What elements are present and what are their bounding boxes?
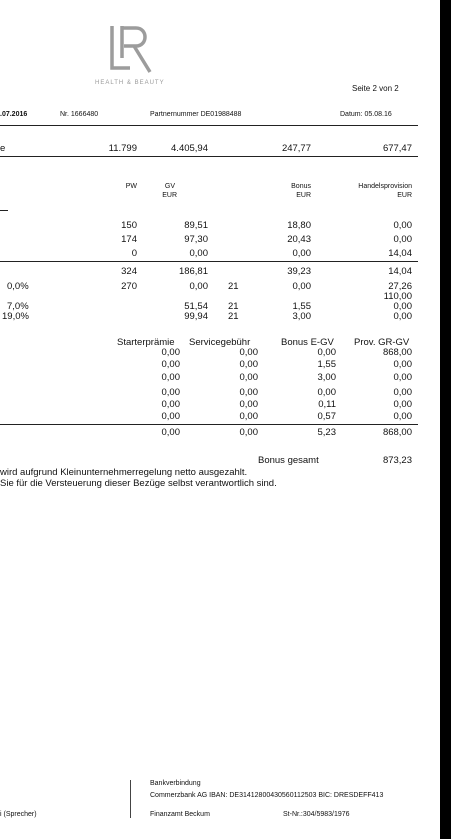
tax2-hp: 0,00 <box>393 301 412 312</box>
tax3-n: 21 <box>228 311 239 322</box>
col-pw: PW <box>125 183 137 190</box>
tax2-gv: 51,54 <box>184 301 208 312</box>
row3-hp: 14,04 <box>388 248 412 259</box>
note-line-2: Sie für die Versteuerung dieser Bezüge selbst verantwortlich sind. <box>0 478 277 489</box>
tax3-bonus: 3,00 <box>292 311 311 322</box>
tax3-pct: 19,0% <box>2 311 29 322</box>
row1-bonus: 18,80 <box>287 220 311 231</box>
page-number: Seite 2 von 2 <box>352 84 399 93</box>
summary-gv: 4.405,94 <box>171 143 208 154</box>
bt-row4-prov-grgv: 0,00 <box>393 387 412 398</box>
bt-row2-service: 0,00 <box>239 359 258 370</box>
total-pw: 324 <box>121 266 137 277</box>
page-edge <box>440 0 451 839</box>
row3-bonus: 0,00 <box>292 248 311 259</box>
row3-gv: 0,00 <box>189 248 208 259</box>
period: .07.2016 <box>0 111 28 118</box>
tax1-bonus: 0,00 <box>292 281 311 292</box>
bank-details: Commerzbank AG IBAN: DE31412800430560112503 BIC: DRESDEFF413 <box>150 792 384 799</box>
total-gv: 186,81 <box>178 266 208 277</box>
col-handelsprovision: Handelsprovision <box>358 183 412 190</box>
row2-gv: 97,30 <box>184 234 208 245</box>
summary-bonus: 247,77 <box>281 143 311 154</box>
tax2-bonus: 1,55 <box>292 301 311 312</box>
summary-label: e <box>0 143 6 154</box>
tax2-n: 21 <box>228 301 239 312</box>
bonus-total-value: 873,23 <box>382 455 412 466</box>
row1-pw: 150 <box>121 220 137 231</box>
note-line-1: wird aufgrund Kleinunternehmerregelung netto ausgezahlt. <box>0 467 248 478</box>
summary-rule <box>0 156 418 157</box>
bt-row6-bonus-egv: 0,57 <box>317 411 336 422</box>
bt-row1-bonus-egv: 0,00 <box>317 347 336 358</box>
logo-tagline: HEALTH & BEAUTY <box>95 80 165 86</box>
row1-gv: 89,51 <box>184 220 208 231</box>
bonus-table-rule <box>0 424 418 425</box>
bt-total-starter: 0,00 <box>161 427 180 438</box>
bt-row5-bonus-egv: 0,11 <box>318 399 336 410</box>
bt-total-prov-grgv: 868,00 <box>382 427 412 438</box>
row2-pw: 174 <box>121 234 137 245</box>
tax1-gv: 0,00 <box>189 281 208 292</box>
bt-row4-starter: 0,00 <box>161 387 180 398</box>
speaker-label: i (Sprecher) <box>0 811 37 818</box>
bt-row6-prov-grgv: 0,00 <box>393 411 412 422</box>
row2-hp: 0,00 <box>393 234 412 245</box>
bt-row2-prov-grgv: 0,00 <box>393 359 412 370</box>
tax3-hp: 0,00 <box>393 311 412 322</box>
rows-rule <box>0 261 418 262</box>
tax1-pct: 0,0% <box>7 281 29 292</box>
col-hp-unit: EUR <box>397 192 412 199</box>
bt-row6-starter: 0,00 <box>161 411 180 422</box>
tax1-hp2: 110,00 <box>383 291 412 302</box>
bt-row5-starter: 0,00 <box>161 399 180 410</box>
col-bonus-unit: EUR <box>296 192 311 199</box>
bonus-total-label: Bonus gesamt <box>258 455 319 466</box>
header-stub-rule <box>0 210 8 211</box>
footer-divider <box>130 780 131 818</box>
bank-title: Bankverbindung <box>150 780 201 787</box>
bt-row5-service: 0,00 <box>239 399 258 410</box>
bt-row3-service: 0,00 <box>239 372 258 383</box>
summary-pw: 11.799 <box>108 143 137 154</box>
col-gv: GV <box>164 183 175 190</box>
total-bonus: 39,23 <box>287 266 311 277</box>
document-date: Datum: 05.08.16 <box>340 111 392 118</box>
row1-hp: 0,00 <box>393 220 412 231</box>
bt-header-bonus-egv: Bonus E-GV <box>281 337 334 348</box>
header-rule <box>0 125 418 126</box>
bt-header-prov-grgv: Prov. GR-GV <box>354 337 410 348</box>
tax1-n: 21 <box>228 281 239 292</box>
tax2-pct: 7,0% <box>7 301 29 312</box>
bt-row3-prov-grgv: 0,00 <box>393 372 412 383</box>
bt-row1-service: 0,00 <box>239 347 258 358</box>
bt-row5-prov-grgv: 0,00 <box>393 399 412 410</box>
bt-row3-bonus-egv: 3,00 <box>317 372 336 383</box>
tax3-gv: 99,94 <box>184 311 208 322</box>
tax-office: Finanzamt Beckum <box>150 811 210 818</box>
bt-total-bonus-egv: 5,23 <box>317 427 336 438</box>
bt-row4-bonus-egv: 0,00 <box>317 387 336 398</box>
col-gv-unit: EUR <box>162 192 177 199</box>
tax1-hp: 27,26 <box>388 281 412 292</box>
row2-bonus: 20,43 <box>287 234 311 245</box>
member-number: Nr. 1666480 <box>60 111 99 118</box>
bt-row2-bonus-egv: 1,55 <box>317 359 336 370</box>
summary-hp: 677,47 <box>382 143 412 154</box>
partner-number: Partnernummer DE01988488 <box>150 111 242 118</box>
bt-row1-prov-grgv: 868,00 <box>382 347 412 358</box>
bt-header-service: Servicegebühr <box>189 337 251 348</box>
lr-logo <box>108 24 154 74</box>
row3-pw: 0 <box>131 248 137 259</box>
total-hp: 14,04 <box>388 266 412 277</box>
bt-row1-starter: 0,00 <box>161 347 180 358</box>
bt-row2-starter: 0,00 <box>161 359 180 370</box>
bt-row6-service: 0,00 <box>239 411 258 422</box>
bt-row4-service: 0,00 <box>239 387 258 398</box>
bt-row3-starter: 0,00 <box>161 372 180 383</box>
bt-total-service: 0,00 <box>239 427 258 438</box>
tax1-pw: 270 <box>121 281 137 292</box>
bt-header-starter: Starterprämie <box>117 337 175 348</box>
col-bonus: Bonus <box>291 183 311 190</box>
tax-number: St-Nr.:304/5983/1976 <box>283 811 350 818</box>
